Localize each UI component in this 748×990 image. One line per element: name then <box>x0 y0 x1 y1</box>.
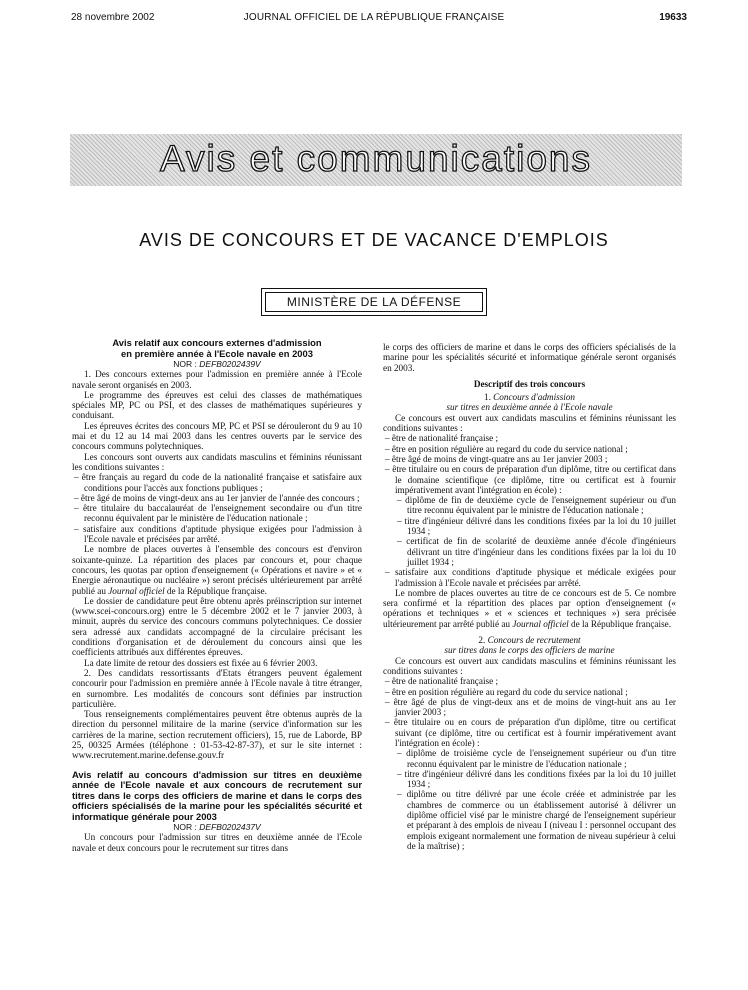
article2-nor <box>72 822 362 832</box>
subheading: Descriptif des trois concours <box>473 378 586 389</box>
list-item: – être en position régulière au regard du code du service national ; <box>385 443 628 454</box>
nor-label: NOR : <box>173 359 197 369</box>
subsection-subtitle: sur titres en deuxième année à l'Ecole navale <box>446 402 613 413</box>
paragraph: Tous renseignements complémentaires peuvent être obtenus auprès de la direction du personnel militaire de la marine (service d'information sur les carrières de la marine, section recrutement officiers), 15, rue de Laborde, BP 25, 00325 Armées (téléphone : 01-53-42-87-37), et sur le site internet : www.recrutement.marine.defense.gouv.fr <box>72 709 362 761</box>
list-item: – être de nationalité française ; <box>385 676 498 687</box>
subsection-subtitle: sur titres dans le corps des officiers de marine <box>444 645 615 656</box>
nor-code: DEFB0202439V <box>199 359 261 369</box>
list-item: – être français au regard du code de la nationalité française et satisfaire aux conditions pour l'accès aux fonctions publiques ; <box>74 472 362 493</box>
list-item: – être âgé de moins de vingt-deux ans au 1er janvier de l'année des concours ; <box>74 492 360 503</box>
header-date: 28 novembre 2002 <box>71 12 155 23</box>
paragraph: Le programme des épreuves est celui des classes de mathématiques spéciales MP, PC ou PSI, et des classes de mathématiques supérieures y conduisant. <box>72 389 362 421</box>
list-item: – être titulaire ou en cours de préparation d'un diplôme, titre ou certificat suivant (ce diplôme, titre ou certificat est à fournir impérativement avant l'intégration en école) : <box>385 717 676 748</box>
paragraph: La date limite de retour des dossiers est fixée au 6 février 2003. <box>84 657 318 668</box>
article1-title-line1: Avis relatif aux concours externes d'admission <box>112 337 322 348</box>
list-item: – être âgé de moins de vingt-quatre ans au 1er janvier 2003 ; <box>385 453 608 464</box>
paragraph: 1. Des concours externes pour l'admission en première année à l'Ecole navale seront organisés en 2003. <box>72 369 362 390</box>
article1-nor <box>72 359 362 369</box>
sub-list-item: – diplôme de troisième cycle de l'enseignement supérieur ou d'un titre reconnu équivalent par le ministre de l'éducation nationale ; <box>397 748 676 769</box>
section-title: AVIS DE CONCOURS ET DE VACANCE D'EMPLOIS <box>139 230 609 250</box>
list-item: – être titulaire du baccalauréat de l'enseignement secondaire ou d'un titre reconnu équivalent par le ministère de l'éducation nationale ; <box>74 503 362 524</box>
list-item: – être de nationalité française ; <box>385 433 498 444</box>
paragraph: Les épreuves écrites des concours MP, PC et PSI se dérouleront du 9 au 10 mai et du 12 au 14 mai 2003 dans les centres ouverts par le service des concours communs polytechniques. <box>72 420 362 452</box>
nor-label: NOR : <box>173 822 197 833</box>
subsection-title: 2. Concours de recrutement <box>478 635 581 646</box>
list-item: – satisfaire aux conditions d'aptitude physique exigées pour l'admission à l'Ecole navale et précisées par arrêté. <box>74 523 362 545</box>
paragraph: 2. Des candidats ressortissants d'Etats étrangers peuvent également concourir pour l'admission en première année à l'Ecole navale à titre étranger, en surnombre. Les modalités de concours sont définies par instruction particulière. <box>72 667 362 709</box>
section-banner <box>70 134 682 186</box>
nor-code: DEFB0202437V <box>199 822 261 833</box>
paragraph: Ce concours est ouvert aux candidats masculins et féminins réunissant les conditions suivantes : <box>383 655 676 676</box>
list-item: – être titulaire ou en cours de préparation d'un diplôme, titre ou certificat dans le domaine scientifique (ce diplôme, titre ou certificat est à fournir impérativement avant l'intégration en école) : <box>385 464 676 495</box>
journal-officiel-ref: Journal officiel <box>108 585 165 596</box>
sub-list-item: – titre d'ingénieur délivré dans les conditions fixées par la loi du 10 juillet 1934 ; <box>397 515 676 537</box>
paragraph: Le nombre de places ouvertes au titre de ce concours est de 5. Ce nombre sera confirmé et la répartition des places par option d'enseignement (« opérations et techniques » et « sciences et techniques ») sera précisée ultérieurement par arrêté publié au Journal officiel de la République française. <box>383 587 676 629</box>
sub-list-item: – certificat de fin de scolarité de deuxième année d'école d'ingénieurs délivrant un titre d'ingénieur dans les conditions fixées par la loi du 10 juillet 1934 ; <box>397 536 676 567</box>
list-item: – être en position régulière au regard du code du service national ; <box>385 686 628 697</box>
paragraph: Le dossier de candidature peut être obtenu après préinscription sur internet (www.scei-concours.org) entre le 5 décembre 2002 et le 7 janvier 2003, à minuit, auprès du service des concours communs polytechniques. Ce dossier sera adressé aux candidats accompagné de la circulaire précisant les conditions d'organisation et de déroulement du concours ainsi que les coefficients attribués aux différentes épreuves. <box>72 595 362 658</box>
header-page-number: 19633 <box>659 12 687 23</box>
article2-title: Avis relatif au concours d'admission sur titres en deuxième année de l'Ecole navale et aux concours de recrutement sur titres dans le corps des officiers de marine et dans le corps des officiers spécialisés de la marine pour les spécialités sécurité et informatique générale pour 2003 <box>72 768 362 822</box>
ministry-label: MINISTÈRE DE LA DÉFENSE <box>265 292 483 312</box>
list-item: – satisfaire aux conditions d'aptitude physique et médicale exigées pour l'admission à l'Ecole navale et précisées par arrêté. <box>385 567 676 588</box>
paragraph: Ce concours est ouvert aux candidats masculins et féminins réunissant les conditions suivantes : <box>383 412 676 434</box>
ministry-box <box>261 288 487 316</box>
paragraph: Les concours sont ouverts aux candidats masculins et féminins réunissant les conditions suivantes : <box>72 451 362 472</box>
banner-title: Avis et communications <box>160 138 592 179</box>
list-item: – être âgé de plus de vingt-deux ans et de moins de vingt-huit ans au 1er janvier 2003 ; <box>385 696 676 718</box>
header-journal-title: JOURNAL OFFICIEL DE LA RÉPUBLIQUE FRANÇAISE <box>243 12 505 23</box>
running-header <box>0 12 748 26</box>
column-right <box>383 342 676 851</box>
paragraph: le corps des officiers de marine et dans le corps des officiers spécialisés de la marine pour les spécialités sécurité et informatique générale seront organisés en 2003. <box>383 342 676 373</box>
column-left <box>72 338 362 853</box>
sub-list-item: – diplôme ou titre délivré par une école créée et administrée par les chambres de commerce ou un établissement autorisé à délivrer un diplôme officiel visé par le ministre chargé de l'enseignement supérieur et préparant à des emplois de niveau I (niveau I : personnel occupant des emplois exigeant normalement une formation de niveau supérieur à celui de la maîtrise) ; <box>397 789 676 851</box>
journal-officiel-ref: Journal officiel <box>512 618 569 629</box>
paragraph: Le nombre de places ouvertes à l'ensemble des concours est d'environ soixante-quinze. La répartition des places par concours et, pour chaque concours, les quotas par option d'enseignement (« Opérations et navire » et « Energie aéronautique ou nucléaire ») seront précisés ultérieurement par arrêté publié au Journal officiel de la République française. <box>72 544 362 596</box>
article1-title-line2: en première année à l'Ecole navale en 2003 <box>121 347 313 359</box>
sub-list-item: – diplôme de fin de deuxième cycle de l'enseignement supérieur ou d'un titre reconnu équivalent par le ministre de l'éducation nationale ; <box>397 495 676 516</box>
subsection-title: 1. Concours d'admission <box>483 392 576 403</box>
sub-list-item: – titre d'ingénieur délivré dans les conditions fixées par la loi du 10 juillet 1934 ; <box>397 768 676 790</box>
paragraph: Un concours pour l'admission sur titres en deuxième année de l'Ecole navale et deux concours pour le recrutement sur titres dans <box>72 832 362 853</box>
